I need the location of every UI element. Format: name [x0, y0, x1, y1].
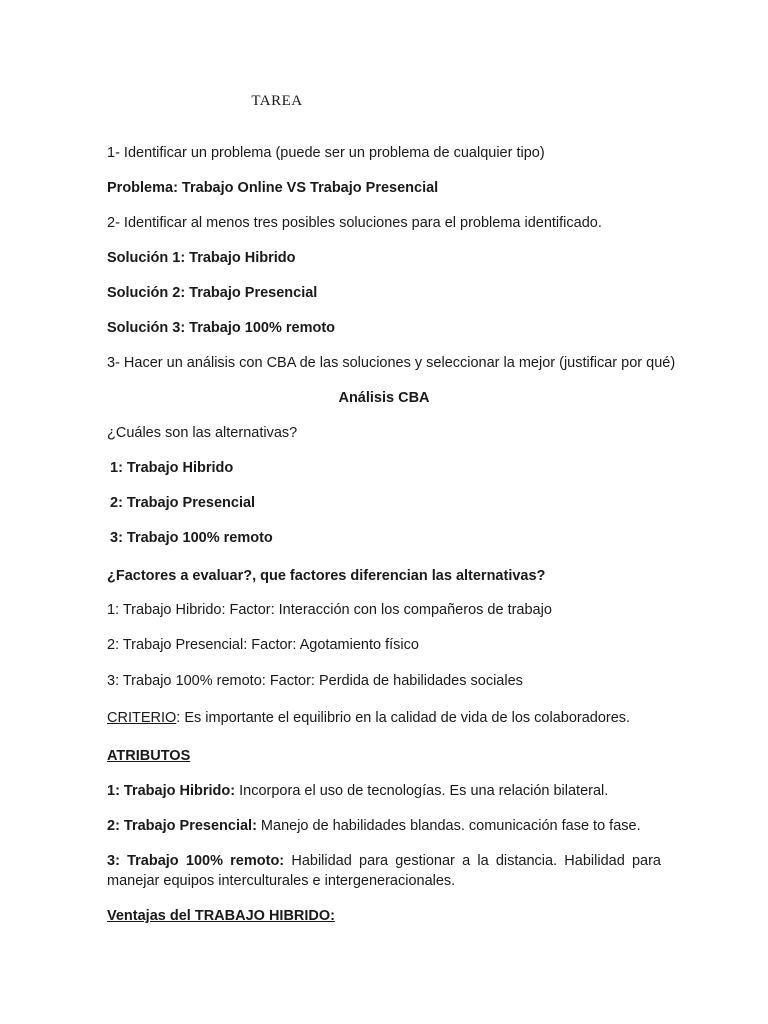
ventajas-heading: Ventajas del TRABAJO HIBRIDO:: [107, 908, 336, 924]
atributo-2-text: Manejo de habilidades blandas. comunicación fase to fase.: [256, 818, 641, 834]
atributo-1-text: Incorpora el uso de tecnologías. Es una relación bilateral.: [235, 783, 609, 799]
solution-2: Solución 2: Trabajo Presencial: [107, 285, 318, 301]
factor-2: 2: Trabajo Presencial: Factor: Agotamiento físico: [107, 637, 419, 653]
criterio-line: [107, 708, 661, 728]
atributo-3-label: 3: Trabajo 100% remoto:: [107, 853, 285, 869]
alternative-2: 2: Trabajo Presencial: [110, 495, 256, 511]
cba-heading: Análisis CBA: [338, 390, 430, 406]
atributo-2: [107, 816, 661, 836]
atributo-3: [107, 851, 661, 891]
atributo-3-text: Habilidad para gestionar a la distancia. Habilidad para manejar equipos interculturales e intergeneracionales.: [107, 853, 661, 889]
solution-3: Solución 3: Trabajo 100% remoto: [107, 320, 336, 336]
factors-question: ¿Factores a evaluar?, que factores diferencian las alternativas?: [107, 568, 546, 584]
solution-1: Solución 1: Trabajo Hibrido: [107, 250, 296, 266]
factor-1: 1: Trabajo Hibrido: Factor: Interacción con los compañeros de trabajo: [107, 602, 552, 618]
factor-3: 3: Trabajo 100% remoto: Factor: Perdida de habilidades sociales: [107, 673, 523, 689]
step-2-text: 2- Identificar al menos tres posibles soluciones para el problema identificado.: [107, 215, 602, 231]
alternative-3: 3: Trabajo 100% remoto: [110, 530, 273, 546]
step-1-text: 1- Identificar un problema (puede ser un problema de cualquier tipo): [107, 145, 545, 161]
problem-statement: Problema: Trabajo Online VS Trabajo Presencial: [107, 180, 439, 196]
atributo-1-label: 1: Trabajo Hibrido:: [107, 783, 236, 799]
atributos-heading: ATRIBUTOS: [107, 748, 191, 764]
alternative-1: 1: Trabajo Hibrido: [110, 460, 234, 476]
atributo-1: [107, 781, 661, 801]
atributo-2-label: 2: Trabajo Presencial:: [107, 818, 257, 834]
criterio-text: : Es importante el equilibrio en la calidad de vida de los colaboradores.: [176, 710, 631, 726]
alternatives-question: ¿Cuáles son las alternativas?: [107, 425, 298, 441]
criterio-label: CRITERIO: [107, 710, 177, 726]
step-3-text: 3- Hacer un análisis con CBA de las soluciones y seleccionar la mejor (justificar por qué): [107, 355, 676, 371]
document-title: TAREA: [251, 93, 303, 109]
